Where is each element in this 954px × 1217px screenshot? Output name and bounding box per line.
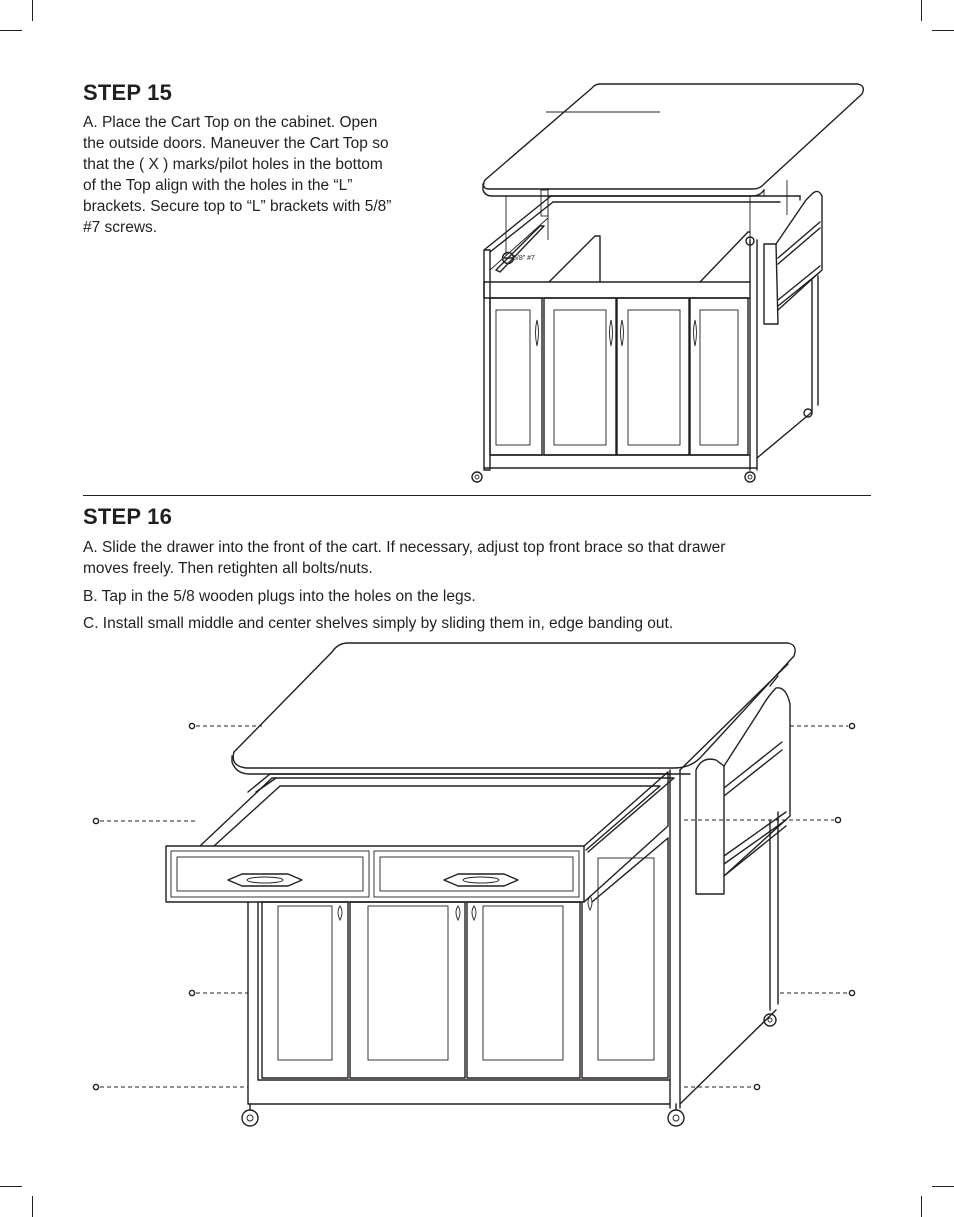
step-16-heading: STEP 16 (83, 504, 173, 529)
wooden-plug (93, 1084, 248, 1089)
cabinet-door (262, 902, 348, 1078)
instruction-line: A. Place the Cart Top on the cabinet. Open (83, 114, 378, 131)
instruction-line: A. Slide the drawer into the front of the cart. If necessary, adjust top front brace so that drawer (83, 539, 726, 556)
instruction-line: of the Top align with the holes in the “L” (83, 177, 353, 194)
instruction-line: #7 screws. (83, 219, 158, 236)
instruction-line: B. Tap in the 5/8 wooden plugs into the holes on the legs. (83, 588, 476, 605)
instruction-line: that the ( X ) marks/pilot holes in the bottom (83, 156, 383, 173)
screw-label: 5/8" #7 (513, 255, 535, 262)
cabinet-door (582, 838, 668, 1078)
instruction-line: C. Install small middle and center shelves simply by sliding them in, edge banding out. (83, 615, 674, 632)
caster-wheel (242, 1104, 258, 1126)
cabinet-door (467, 902, 580, 1078)
instruction-line: brackets. Secure top to “L” brackets with 5/8” (83, 198, 392, 215)
wooden-plug (790, 723, 855, 728)
cabinet-door (350, 902, 465, 1078)
instruction-line: moves freely. Then retighten all bolts/nuts. (83, 560, 373, 577)
wooden-plug (93, 818, 198, 823)
wooden-plug (189, 990, 248, 995)
wooden-plug (189, 723, 262, 728)
step-15-heading: STEP 15 (83, 80, 173, 105)
cart-top-panel (232, 643, 795, 774)
instruction-line: the outside doors. Maneuver the Cart Top so (83, 135, 389, 152)
wooden-plug (684, 817, 841, 822)
wooden-plug (780, 990, 855, 995)
